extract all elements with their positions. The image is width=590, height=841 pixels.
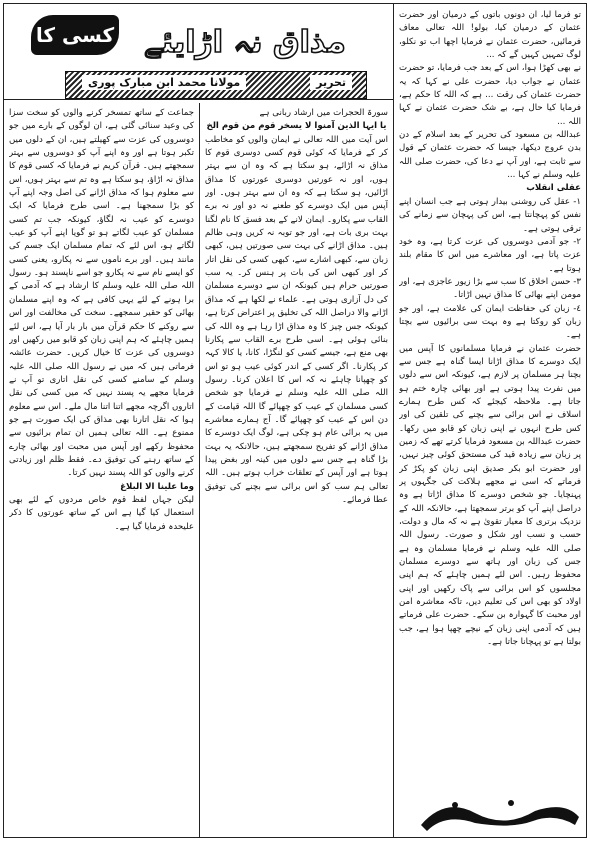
right-body: حضرت عثمان نے فرمایا مسلمانوں کا آپس میں ایک دوسرے کا مذاق اڑانا ایسا گناہ ہے جس سے بچنا ہر مسلمان پر لازم ہے، کیونکہ اس سے دلوں میں نفرت پیدا ہوتی ہے اور بھائی چارہ ختم ہو جاتا ہے۔ ملاحظہ کیجئے کہ کس طرح ہمارے اسلاف نے اس برائی سے بچنے کی تلقین کی اور کس طرح انہوں نے اپنی زبان کو قابو میں رکھا۔ حضرت عبداللہ بن مسعود فرمایا کرتے تھے کہ زمین پر زبان سے زیادہ قید کی مستحق کوئی چیز نہیں، اور حضرت ابو بکر صدیق اپنی زبان کو پکڑ کر فرماتے کہ اسی نے مجھے ہلاکت کی جگہوں پر پہنچایا۔ جو شخص دوسرے کا مذاق اڑاتا ہے وہ دراصل اپنے آپ کو برتر سمجھتا ہے، حالانکہ اللہ کے نزدیک برتری کا معیار تقویٰ ہے نہ کہ مال و دولت، حسب و نسب اور شکل و صورت۔ رسول اللہ صلی اللہ علیہ وسلم نے فرمایا مسلمان وہ ہے جس کی زبان اور ہاتھ سے دوسرے مسلمان محفوظ رہیں۔ اس لئے ہمیں چاہئے کہ ہم اپنی مجلسوں کو اس برائی سے پاک رکھیں اور اپنی اولاد کو بھی اس کی تعلیم دیں، تاکہ معاشرہ امن اور محبت کا گہوارہ بن سکے۔ حضرت علی فرماتے ہیں کہ آدمی اپنی زبان کے نیچے چھپا ہوا ہے، جب بولتا ہے تو پہچانا جاتا ہے۔ [399,343,581,648]
right-border [586,3,587,838]
right-heading: عقلی انقلاب [526,183,581,194]
right-para-1: تو فرما لیا، ان دونوں باتوں کے درمیان اور حضرت عثمان کے درمیان کیا، بولو! اللہ تعالی معاف فرمائیں، حضرت عثمان نے فرمایا اچھا اب تو نکلو، لوگ تمہیں کہیں گے کہ ... [399,10,581,61]
title-kissi: کسی کا [31,15,119,55]
byline-label: تحریر [310,75,352,90]
bottom-border [3,837,587,838]
title-main: مذاق نہ اڑایئے [144,25,346,60]
logo-swash [421,807,579,831]
right-list-item-3: ٣- حسن اخلاق کا سب سے بڑا زیور عاجزی ہے، اور مومن اپنے بھائی کا مذاق نہیں اڑاتا۔ [399,276,581,301]
list-item-text: حسن اخلاق کا سب سے بڑا زیور عاجزی ہے، اور مومن اپنے بھائی کا مذاق نہیں اڑاتا۔ [399,276,581,301]
logo-dot-2 [508,800,514,806]
newspaper-page [3,3,587,838]
left-border [3,3,4,838]
byline [65,71,367,99]
list-item-text: زبان کی حفاظت ایمان کی علامت ہے، اور جو زبان کو روکتا ہے وہ بہت سی برائیوں سے بچتا ہے۔ [399,303,581,341]
top-border [3,3,587,4]
right-list-item-1: ١- عقل کی روشنی بیدار ہوتی ہے جب انسان اپنے نفس کو پہچانتا ہے، اس کی پہچان سے زمانے کی ترقی ہوتی ہے۔ [399,196,581,234]
middle-column-divider [199,103,200,838]
middle-intro: سورۃ الحجرات میں ارشاد ربانی ہے [259,108,388,118]
left-column [9,107,194,833]
right-para-2: نے بھی کھڑا ہوا، اس کے بعد جب فرمایا، تو حضرت عثمان نے جواب دیا، حضرت علی نے کہا کہ یہ حضرت عثمان کی رقت ... ہے کہ اللہ کا حکم ہے، فرمایا کیا حال ہے، بے شک حضرت عثمان نے کہا اللہ ... [399,63,581,127]
author-name: مولانا محمد ابن مبارک پوری [82,75,246,90]
quran-verse: یا ایہا الذین آمنوا لا یسخر قوم من قوم الخ [206,121,387,132]
right-list-item-4: ٤- زبان کی حفاظت ایمان کی علامت ہے، اور جو زبان کو روکتا ہے وہ بہت سی برائیوں سے بچتا ہے۔ [399,303,581,341]
article-title [25,11,383,97]
right-column-divider [393,3,394,838]
list-item-text: عقل کی روشنی بیدار ہوتی ہے جب انسان اپنے نفس کو پہچانتا ہے، اس کی پہچان سے زمانے کی ترقی ہوتی ہے۔ [399,196,581,234]
publication-logo [415,795,585,835]
left-body: جماعت کے ساتھ تمسخر کرنے والوں کو سخت سزا کی وعید سنائی گئی ہے، ان لوگوں کے بارے میں جو دوسروں کی عزت سے کھیلتے ہیں، ان کے دلوں میں تکبر ہوتا ہے اور وہ اپنے آپ کو دوسروں سے بہتر سمجھتے ہیں۔ قرآن کریم نے فرمایا کہ کسی قوم کا مذاق نہ اڑاؤ، ہو سکتا ہے وہ تم سے بہتر ہوں، اس سے معلوم ہوا کہ مذاق اڑانے کی اصل وجہ اپنے آپ کو بڑا سمجھنا ہے۔ اسی طرح فرمایا کہ ایک دوسرے کو عیب نہ لگاؤ، کیونکہ جب تم کسی مسلمان کو عیب لگاتے ہو تو گویا اپنے آپ کو عیب لگاتے ہو، اس لئے کہ تمام مسلمان ایک جسم کی مانند ہیں۔ اور برے ناموں سے نہ پکارو، یعنی کسی کو ایسے نام سے نہ پکارو جو اسے ناپسند ہو۔ رسول اللہ صلی اللہ علیہ وسلم کا ارشاد ہے کہ آدمی کے برا ہونے کے لئے یہی کافی ہے کہ وہ اپنے مسلمان بھائی کو حقیر سمجھے۔ سخت کی مخالفت اور اس سے روکنے کا حکم قرآن میں بار بار آیا ہے، اس لئے ہمیں چاہئے کہ ہم اپنی زبان کو قابو میں رکھیں اور دوسروں کی عزت کا خیال کریں۔ حضرت عائشہ فرماتی ہیں کہ میں نے رسول اللہ صلی اللہ علیہ وسلم کے سامنے کسی کی نقل اتاری تو آپ نے فرمایا مجھے یہ پسند نہیں کہ میں کسی کی نقل اتاروں اگرچہ مجھے اتنا اتنا مال ملے۔ اس سے معلوم ہوا کہ نقل اتارنا بھی مذاق کی ایک صورت ہے جو ممنوع ہے۔ اللہ تعالی ہمیں ان تمام برائیوں سے محفوظ رکھے اور آپس میں محبت اور بھائی چارے کے ساتھ رہنے کی توفیق دے۔ فقط ظلم اور زیادتی کرنے والوں کو اللہ پسند نہیں کرتا۔ [9,108,194,479]
title-divider [3,99,393,100]
right-para-3: عبداللہ بن مسعود کی تحریر کے بعد اسلام کے دن بدن عروج دیکھا، جیسا کہ حضرت عثمان کے قول سے ثابت ہے، اور آپ نے دعا کی، حضرت صلی اللہ علیہ وسلم نے کہا ... [399,130,581,181]
left-closing: وما علینا الا البلاغ [120,481,194,492]
left-last: لیکن جہاں لفظ قوم خاص مردوں کے لئے بھی استعمال کیا گیا ہے اس کے ساتھ عورتوں کا ذکر علیحدہ فرمایا گیا ہے۔ [9,494,194,532]
right-list-item-2: ٢- جو آدمی دوسروں کی عزت کرتا ہے، وہ خود عزت پاتا ہے، اور معاشرے میں اس کا مقام بلند ہوتا ہے۔ [399,236,581,274]
right-column [399,9,581,793]
logo-dot-1 [452,802,458,808]
list-item-text: جو آدمی دوسروں کی عزت کرتا ہے، وہ خود عزت پاتا ہے، اور معاشرے میں اس کا مقام بلند ہوتا ہے۔ [399,236,581,274]
middle-column [205,107,388,833]
middle-body: اس آیت میں اللہ تعالی نے ایمان والوں کو مخاطب کر کے فرمایا کہ کوئی قوم کسی دوسری قوم کا مذاق نہ اڑائے، ہو سکتا ہے کہ وہ ان سے بہتر ہوں، اور نہ عورتیں دوسری عورتوں کا مذاق اڑائیں، ہو سکتا ہے کہ وہ ان سے بہتر ہوں۔ اور آپس میں ایک دوسرے کو طعنے نہ دو اور نہ برے القاب سے پکارو۔ ایمان لانے کے بعد فسق کا نام لگنا بہت بری بات ہے، اور جو توبہ نہ کریں وہی ظالم ہیں۔ مذاق اڑانے کی بہت سی صورتیں ہیں، کبھی زبان سے، کبھی اشارے سے، کبھی کسی کی نقل اتار کر اور کبھی اس کی بات پر ہنس کر۔ یہ سب صورتیں حرام ہیں کیونکہ ان سے دوسرے مسلمان کی دل آزاری ہوتی ہے۔ علماء نے لکھا ہے کہ مذاق اڑانے والا دراصل اللہ کی تخلیق پر اعتراض کرتا ہے، کیونکہ جس چیز کا وہ مذاق اڑا رہا ہے وہ اللہ کی بنائی ہوئی ہے۔ اسی طرح برے القاب سے پکارنا بھی منع ہے، جیسے کسی کو لنگڑا، کانا، یا کالا کہہ کر پکارنا۔ اگر کسی کے اندر کوئی عیب ہو تو اس کو چھپانا چاہئے نہ کہ اس کا اعلان کرنا۔ رسول اللہ صلی اللہ علیہ وسلم نے فرمایا جو شخص کسی مسلمان کے عیب کو چھپائے گا اللہ قیامت کے دن اس کے عیب کو چھپائے گا۔ آج ہمارے معاشرے میں یہ برائی عام ہو چکی ہے، لوگ ایک دوسرے کا مذاق اڑانے کو تفریح سمجھتے ہیں، حالانکہ یہ بہت بڑا گناہ ہے جس سے دلوں میں کینہ اور بغض پیدا ہوتا ہے اور آپس کے تعلقات خراب ہوتے ہیں۔ اللہ تعالی ہم سب کو اس برائی سے بچنے کی توفیق عطا فرمائے۔ [205,134,388,505]
